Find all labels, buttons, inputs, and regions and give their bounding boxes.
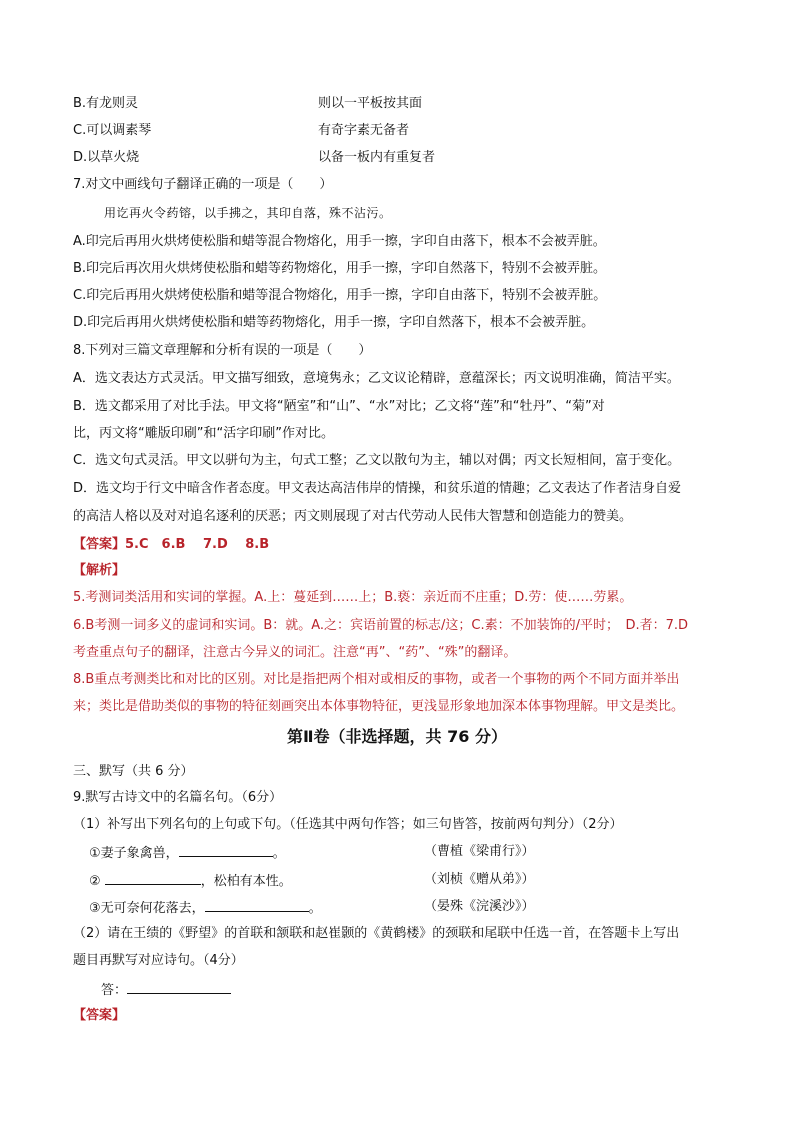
analysis-label: 【解析】 <box>73 563 126 578</box>
section-title: 第Ⅱ卷（非选择题，共 76 分） <box>287 727 507 746</box>
q7-option-b: B.印完后再次用火烘烤使松脂和蜡等药物熔化，用手一擦，字印自然落下，特别不会被弄脏。 <box>73 261 607 276</box>
q9-item-1-post: 。 <box>272 846 286 861</box>
analysis-line-5: 5.考测词类活用和实词的掌握。A.上：蔓延到……上；B.亵：亲近而不庄重；D.劳：使……劳累。 <box>73 590 633 605</box>
q7-option-a: A.印完后再用火烘烤使松脂和蜡等混合物熔化，用手一擦，字印自由落下，根本不会被弄脏。 <box>73 234 606 249</box>
analysis-line-6: 6.B考测一词多义的虚词和实词。B：就。A.之：宾语前置的标志/这；C.素：不加装饰的/平时； D.者：7.D <box>73 618 689 633</box>
option-b-left: B.有龙则灵 <box>73 96 139 111</box>
q7-quote: 用讫再火令药镕，以手拂之，其印自落，殊不沾污。 <box>104 206 392 220</box>
q7-option-c: C.印完后再用火烘烤使松脂和蜡等混合物熔化，用手一擦，字印自由落下，特别不会被弄脏。 <box>73 288 607 303</box>
option-d-right: 以备一板内有重复者 <box>318 150 436 165</box>
answer-blank-1[interactable] <box>179 842 273 857</box>
option-b-right: 则以一平板按其面 <box>318 96 423 111</box>
q9-sub1: （1）补写出下列名句的上句或下句。（任选其中两句作答；如三句皆答，按前两句判分）（2分） <box>73 817 623 832</box>
answer-blank-4[interactable] <box>127 979 231 994</box>
q8-option-b-line1: B．选文都采用了对比手法。甲文将“陋室”和“山”、“水”对比；乙文将“莲”和“牡丹”、“菊”对 <box>73 399 605 414</box>
q9-item-3-pre: ③无可奈何花落去， <box>89 901 205 916</box>
q8-option-b-line2: 比，丙文将“雕版印刷”和“活字印刷”作对比。 <box>73 426 334 441</box>
q8-option-d-line2: 的高洁人格以及对对追名逐利的厌恶；丙文则展现了对古代劳动人民伟大智慧和创造能力的赞美。 <box>73 509 633 524</box>
answer-label: 【答案】 <box>73 537 126 552</box>
q8-option-a: A．选文表达方式灵活。甲文描写细致，意境隽永；乙文议论精辟，意蕴深长；丙文说明准确，简洁平实。 <box>73 371 680 386</box>
analysis-line-7: 考查重点句子的翻译，注意古今异义的词汇。注意“再”、“药”、“殊”的翻译。 <box>73 645 517 660</box>
q9-item-2-post: ，松柏有本性。 <box>200 874 292 889</box>
q9-stem: 9.默写古诗文中的名篇名句。（6分） <box>73 790 283 805</box>
analysis-line-8b: 来；类比是借助类似的事物的特征刻画突出本体事物特征，更浅显形象地加深本体事物理解。甲文是类比。 <box>73 699 685 714</box>
q8-option-d-line1: D．选文均于行文中暗含作者态度。甲文表达高洁伟岸的情操，和贫乐道的情趣；乙文表达了作者洁身自爱 <box>73 481 682 496</box>
q8-option-c: C．选文句式灵活。甲文以骈句为主，句式工整；乙文以散句为主，辅以对偶；丙文长短相间，富于变化。 <box>73 453 681 468</box>
option-d-left: D.以草火烧 <box>73 150 140 165</box>
q9-item-2-source: （刘桢《赠从弟》） <box>424 872 535 887</box>
q9-sub2-line1: （2）请在王绩的《野望》的首联和颔联和赵崔颢的《黄鹤楼》的颈联和尾联中任选一首，在答题卡上写出 <box>73 926 680 941</box>
q9-item-2-pre: ② <box>89 874 101 889</box>
q9-item-3-source: （晏殊《浣溪沙》） <box>424 899 535 914</box>
q7-stem: 7.对文中画线句子翻译正确的一项是（ ） <box>73 177 333 192</box>
analysis-line-8a: 8.B重点考测类比和对比的区别。对比是指把两个相对或相反的事物，或者一个事物的两个不同方面并举出 <box>73 672 680 687</box>
answer-blank-2[interactable] <box>105 870 201 885</box>
answer-block <box>73 535 269 555</box>
option-c-right: 有奇字素无备者 <box>318 123 410 138</box>
answer-text: 5.C 6.B 7.D 8.B <box>125 537 270 552</box>
q9-item-1 <box>89 842 286 864</box>
answer-blank-3[interactable] <box>205 897 309 912</box>
answer-prompt: 答： <box>101 983 128 998</box>
q9-sub2-line2: 题目再默写对应诗句。（4分） <box>73 953 244 968</box>
q7-option-d: D.印完后再用火烘烤使松脂和蜡等药物熔化，用手一擦，字印自然落下，根本不会被弄脏。 <box>73 315 595 330</box>
q9-answer-line <box>101 979 231 1001</box>
option-c-left: C.可以调素琴 <box>73 123 152 138</box>
part3-heading: 三、默写（共 6 分） <box>73 764 194 779</box>
q8-stem: 8.下列对三篇文章理解和分析有误的一项是（ ） <box>73 343 372 358</box>
q9-item-3 <box>89 897 322 919</box>
q9-item-1-pre: ①妻子象禽兽， <box>89 846 179 861</box>
q9-item-2 <box>89 870 292 892</box>
final-answer-label: 【答案】 <box>73 1008 126 1023</box>
q9-item-3-post: 。 <box>308 901 322 916</box>
q9-item-1-source: （曹植《梁甫行》） <box>424 844 535 859</box>
